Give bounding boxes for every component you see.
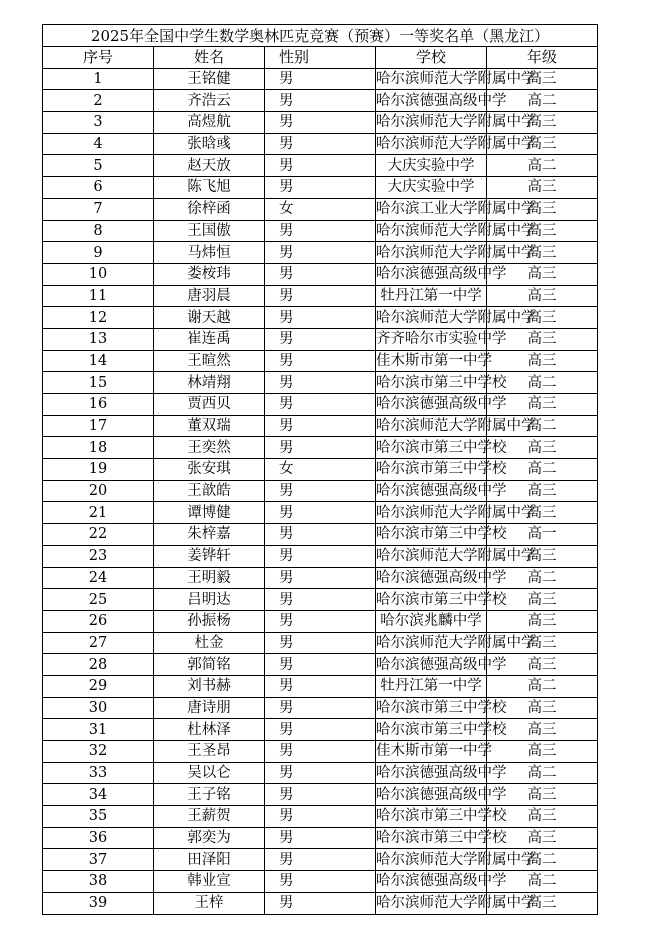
cell-school: 哈尔滨市第三中学校: [376, 437, 487, 459]
table-row: [43, 133, 598, 155]
cell-school: 哈尔滨师范大学附属中学: [376, 415, 487, 437]
cell-gender: 男: [265, 328, 376, 350]
cell-name: 朱梓嘉: [154, 524, 265, 546]
cell-no: 10: [43, 263, 154, 285]
cell-no: 30: [43, 697, 154, 719]
cell-gender: 男: [265, 675, 376, 697]
cell-school: 哈尔滨德强高级中学: [376, 263, 487, 285]
cell-no: 12: [43, 307, 154, 329]
header-name: 姓名: [154, 47, 265, 69]
cell-grade: 高三: [487, 177, 598, 199]
cell-grade: 高二: [487, 567, 598, 589]
cell-gender: 男: [265, 697, 376, 719]
cell-grade: 高三: [487, 827, 598, 849]
cell-name: 贾西贝: [154, 394, 265, 416]
cell-school: 哈尔滨德强高级中学: [376, 784, 487, 806]
cell-name: 刘书赫: [154, 675, 265, 697]
cell-name: 吕明达: [154, 589, 265, 611]
cell-grade: 高三: [487, 220, 598, 242]
cell-gender: 男: [265, 394, 376, 416]
cell-gender: 男: [265, 285, 376, 307]
cell-school: 牡丹江第一中学: [376, 675, 487, 697]
cell-grade: 高一: [487, 524, 598, 546]
table-row: [43, 155, 598, 177]
cell-grade: 高二: [487, 871, 598, 893]
cell-school: 哈尔滨师范大学附属中学: [376, 892, 487, 914]
cell-no: 11: [43, 285, 154, 307]
cell-no: 4: [43, 133, 154, 155]
cell-school: 哈尔滨师范大学附属中学: [376, 502, 487, 524]
table-row: [43, 719, 598, 741]
table-row: [43, 242, 598, 264]
table-row: [43, 198, 598, 220]
table-row: [43, 567, 598, 589]
cell-school: 哈尔滨市第三中学校: [376, 524, 487, 546]
cell-name: 唐诗朋: [154, 697, 265, 719]
cell-school: 哈尔滨德强高级中学: [376, 871, 487, 893]
cell-gender: 男: [265, 741, 376, 763]
cell-name: 林靖翔: [154, 372, 265, 394]
cell-grade: 高三: [487, 654, 598, 676]
table-row: [43, 524, 598, 546]
cell-grade: 高二: [487, 675, 598, 697]
cell-grade: 高三: [487, 610, 598, 632]
cell-grade: 高三: [487, 133, 598, 155]
cell-no: 17: [43, 415, 154, 437]
cell-name: 徐梓函: [154, 198, 265, 220]
cell-gender: 男: [265, 502, 376, 524]
cell-gender: 男: [265, 437, 376, 459]
table-row: [43, 350, 598, 372]
cell-no: 18: [43, 437, 154, 459]
cell-school: 哈尔滨师范大学附属中学: [376, 307, 487, 329]
cell-school: 哈尔滨工业大学附属中学: [376, 198, 487, 220]
cell-gender: 男: [265, 524, 376, 546]
cell-no: 23: [43, 545, 154, 567]
cell-no: 13: [43, 328, 154, 350]
table-row: [43, 871, 598, 893]
cell-grade: 高三: [487, 784, 598, 806]
cell-grade: 高二: [487, 762, 598, 784]
table-row: [43, 480, 598, 502]
cell-school: 哈尔滨市第三中学校: [376, 827, 487, 849]
cell-no: 2: [43, 90, 154, 112]
cell-no: 22: [43, 524, 154, 546]
award-table: [42, 24, 598, 915]
cell-grade: 高三: [487, 502, 598, 524]
cell-no: 31: [43, 719, 154, 741]
cell-name: 孙振杨: [154, 610, 265, 632]
header-row: [43, 47, 598, 69]
cell-no: 36: [43, 827, 154, 849]
cell-grade: 高二: [487, 90, 598, 112]
cell-grade: 高二: [487, 415, 598, 437]
cell-grade: 高三: [487, 350, 598, 372]
cell-grade: 高二: [487, 849, 598, 871]
cell-name: 王梓: [154, 892, 265, 914]
cell-grade: 高三: [487, 892, 598, 914]
table-row: [43, 459, 598, 481]
header-no: 序号: [43, 47, 154, 69]
cell-grade: 高二: [487, 155, 598, 177]
cell-school: 哈尔滨兆麟中学: [376, 610, 487, 632]
table-row: [43, 90, 598, 112]
table-row: [43, 589, 598, 611]
cell-grade: 高三: [487, 437, 598, 459]
cell-gender: 男: [265, 806, 376, 828]
cell-no: 14: [43, 350, 154, 372]
cell-name: 杜林泽: [154, 719, 265, 741]
cell-gender: 男: [265, 632, 376, 654]
cell-gender: 女: [265, 459, 376, 481]
cell-gender: 男: [265, 220, 376, 242]
cell-name: 娄桉玮: [154, 263, 265, 285]
cell-no: 25: [43, 589, 154, 611]
cell-school: 哈尔滨师范大学附属中学: [376, 632, 487, 654]
cell-name: 杜金: [154, 632, 265, 654]
cell-grade: 高三: [487, 480, 598, 502]
cell-gender: 男: [265, 762, 376, 784]
cell-no: 15: [43, 372, 154, 394]
cell-no: 38: [43, 871, 154, 893]
cell-name: 马炜恒: [154, 242, 265, 264]
cell-grade: 高三: [487, 112, 598, 134]
cell-no: 34: [43, 784, 154, 806]
cell-school: 哈尔滨市第三中学校: [376, 459, 487, 481]
cell-gender: 男: [265, 545, 376, 567]
cell-no: 6: [43, 177, 154, 199]
cell-name: 王子铭: [154, 784, 265, 806]
table-row: [43, 437, 598, 459]
cell-grade: 高三: [487, 741, 598, 763]
cell-grade: 高三: [487, 545, 598, 567]
table-row: [43, 675, 598, 697]
cell-grade: 高三: [487, 394, 598, 416]
cell-no: 32: [43, 741, 154, 763]
cell-grade: 高三: [487, 719, 598, 741]
cell-no: 20: [43, 480, 154, 502]
cell-no: 28: [43, 654, 154, 676]
table-row: [43, 328, 598, 350]
table-row: [43, 263, 598, 285]
cell-school: 齐齐哈尔市实验中学: [376, 328, 487, 350]
cell-name: 赵天放: [154, 155, 265, 177]
cell-grade: 高三: [487, 68, 598, 90]
cell-no: 3: [43, 112, 154, 134]
cell-no: 29: [43, 675, 154, 697]
cell-grade: 高三: [487, 307, 598, 329]
cell-school: 哈尔滨德强高级中学: [376, 480, 487, 502]
table-row: [43, 394, 598, 416]
cell-school: 大庆实验中学: [376, 155, 487, 177]
cell-name: 张晗彧: [154, 133, 265, 155]
table-row: [43, 784, 598, 806]
cell-school: 哈尔滨德强高级中学: [376, 394, 487, 416]
cell-name: 陈飞旭: [154, 177, 265, 199]
cell-no: 7: [43, 198, 154, 220]
table-row: [43, 610, 598, 632]
cell-no: 27: [43, 632, 154, 654]
cell-name: 王薪贺: [154, 806, 265, 828]
cell-gender: 男: [265, 68, 376, 90]
cell-name: 谢天越: [154, 307, 265, 329]
cell-gender: 男: [265, 827, 376, 849]
cell-gender: 男: [265, 849, 376, 871]
cell-name: 王圣昂: [154, 741, 265, 763]
cell-gender: 男: [265, 892, 376, 914]
cell-name: 韩业宣: [154, 871, 265, 893]
table-row: [43, 177, 598, 199]
cell-gender: 男: [265, 719, 376, 741]
header-gender: 性别: [265, 47, 376, 69]
cell-grade: 高三: [487, 697, 598, 719]
cell-name: 崔连禹: [154, 328, 265, 350]
award-list-sheet: [42, 24, 598, 915]
table-row: [43, 502, 598, 524]
cell-no: 19: [43, 459, 154, 481]
table-row: [43, 68, 598, 90]
cell-no: 5: [43, 155, 154, 177]
cell-gender: 女: [265, 198, 376, 220]
cell-name: 谭博健: [154, 502, 265, 524]
table-row: [43, 372, 598, 394]
table-row: [43, 285, 598, 307]
cell-school: 牡丹江第一中学: [376, 285, 487, 307]
table-row: [43, 632, 598, 654]
cell-name: 王暄然: [154, 350, 265, 372]
header-grade: 年级: [487, 47, 598, 69]
cell-grade: 高二: [487, 459, 598, 481]
cell-school: 哈尔滨市第三中学校: [376, 697, 487, 719]
cell-school: 哈尔滨师范大学附属中学: [376, 242, 487, 264]
cell-name: 吴以仑: [154, 762, 265, 784]
cell-name: 郭奕为: [154, 827, 265, 849]
table-body: [43, 68, 598, 914]
cell-grade: 高三: [487, 632, 598, 654]
cell-grade: 高三: [487, 285, 598, 307]
cell-grade: 高三: [487, 328, 598, 350]
table-row: [43, 762, 598, 784]
cell-no: 24: [43, 567, 154, 589]
table-row: [43, 112, 598, 134]
cell-gender: 男: [265, 242, 376, 264]
cell-school: 哈尔滨德强高级中学: [376, 762, 487, 784]
table-row: [43, 545, 598, 567]
cell-gender: 男: [265, 372, 376, 394]
cell-school: 哈尔滨市第三中学校: [376, 806, 487, 828]
cell-gender: 男: [265, 610, 376, 632]
cell-gender: 男: [265, 112, 376, 134]
cell-gender: 男: [265, 567, 376, 589]
cell-name: 王奕然: [154, 437, 265, 459]
cell-name: 王明毅: [154, 567, 265, 589]
cell-gender: 男: [265, 133, 376, 155]
cell-grade: 高三: [487, 806, 598, 828]
cell-grade: 高三: [487, 589, 598, 611]
cell-gender: 男: [265, 871, 376, 893]
cell-school: 佳木斯市第一中学: [376, 741, 487, 763]
cell-gender: 男: [265, 784, 376, 806]
cell-grade: 高三: [487, 198, 598, 220]
cell-no: 1: [43, 68, 154, 90]
cell-name: 高煜航: [154, 112, 265, 134]
cell-school: 哈尔滨师范大学附属中学: [376, 68, 487, 90]
cell-school: 大庆实验中学: [376, 177, 487, 199]
cell-school: 哈尔滨市第三中学校: [376, 372, 487, 394]
cell-gender: 男: [265, 589, 376, 611]
cell-gender: 男: [265, 307, 376, 329]
cell-no: 37: [43, 849, 154, 871]
cell-school: 哈尔滨师范大学附属中学: [376, 220, 487, 242]
cell-no: 26: [43, 610, 154, 632]
cell-school: 哈尔滨德强高级中学: [376, 567, 487, 589]
cell-grade: 高三: [487, 242, 598, 264]
cell-school: 哈尔滨师范大学附属中学: [376, 849, 487, 871]
cell-school: 哈尔滨德强高级中学: [376, 90, 487, 112]
cell-grade: 高二: [487, 372, 598, 394]
table-row: [43, 220, 598, 242]
table-row: [43, 415, 598, 437]
table-title: 2025年全国中学生数学奥林匹克竞赛（预赛）一等奖名单（黑龙江）: [43, 25, 598, 47]
cell-name: 唐羽晨: [154, 285, 265, 307]
cell-name: 董双瑞: [154, 415, 265, 437]
cell-name: 张安琪: [154, 459, 265, 481]
cell-gender: 男: [265, 480, 376, 502]
title-row: [43, 25, 598, 47]
cell-school: 哈尔滨师范大学附属中学: [376, 133, 487, 155]
table-row: [43, 892, 598, 914]
cell-name: 齐浩云: [154, 90, 265, 112]
cell-gender: 男: [265, 177, 376, 199]
cell-name: 田泽阳: [154, 849, 265, 871]
cell-no: 35: [43, 806, 154, 828]
cell-name: 王国傲: [154, 220, 265, 242]
table-row: [43, 697, 598, 719]
cell-school: 哈尔滨市第三中学校: [376, 589, 487, 611]
cell-no: 33: [43, 762, 154, 784]
cell-gender: 男: [265, 155, 376, 177]
cell-name: 王歆皓: [154, 480, 265, 502]
table-row: [43, 307, 598, 329]
cell-gender: 男: [265, 350, 376, 372]
table-row: [43, 849, 598, 871]
cell-name: 王铭健: [154, 68, 265, 90]
cell-gender: 男: [265, 263, 376, 285]
table-row: [43, 741, 598, 763]
cell-no: 8: [43, 220, 154, 242]
cell-school: 哈尔滨师范大学附属中学: [376, 545, 487, 567]
cell-no: 21: [43, 502, 154, 524]
cell-school: 哈尔滨德强高级中学: [376, 654, 487, 676]
table-row: [43, 827, 598, 849]
cell-no: 9: [43, 242, 154, 264]
header-school: 学校: [376, 47, 487, 69]
table-row: [43, 654, 598, 676]
cell-name: 姜铧轩: [154, 545, 265, 567]
cell-name: 郭简铭: [154, 654, 265, 676]
cell-school: 佳木斯市第一中学: [376, 350, 487, 372]
cell-gender: 男: [265, 90, 376, 112]
cell-gender: 男: [265, 415, 376, 437]
cell-no: 16: [43, 394, 154, 416]
cell-school: 哈尔滨市第三中学校: [376, 719, 487, 741]
cell-no: 39: [43, 892, 154, 914]
cell-grade: 高三: [487, 263, 598, 285]
cell-gender: 男: [265, 654, 376, 676]
table-row: [43, 806, 598, 828]
cell-school: 哈尔滨师范大学附属中学: [376, 112, 487, 134]
